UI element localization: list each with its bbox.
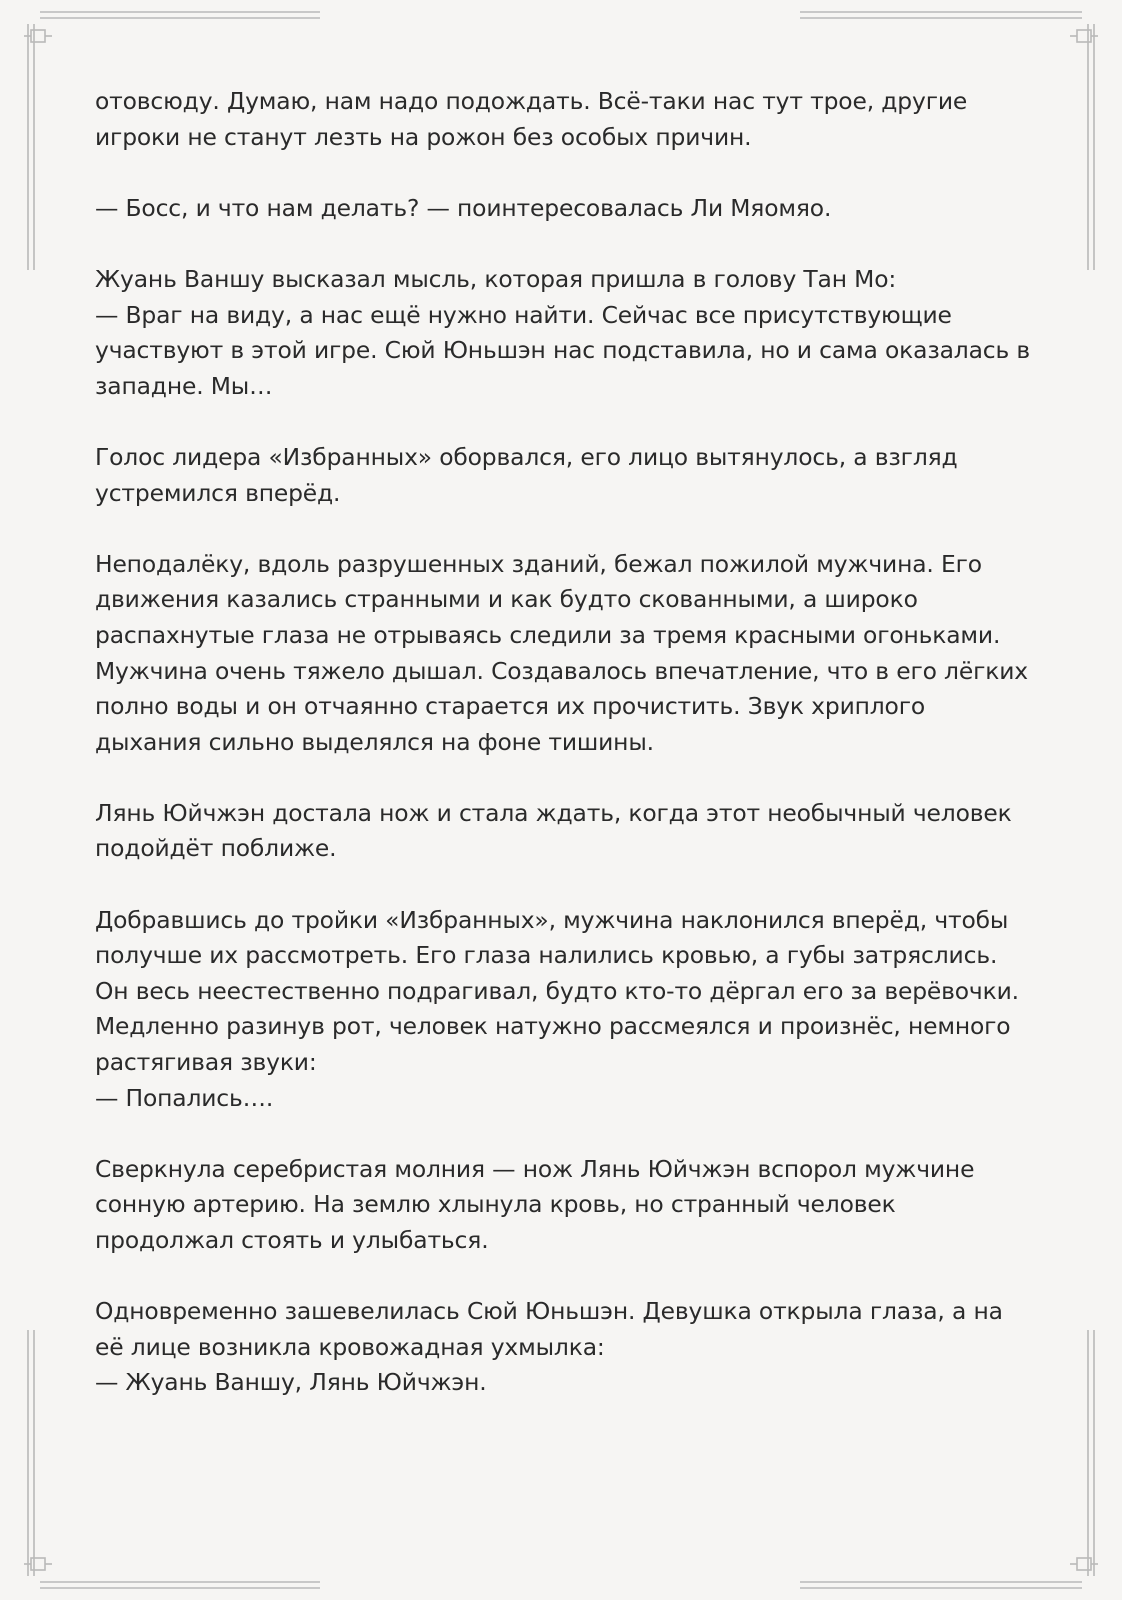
text-line: устремился вперёд. xyxy=(95,478,341,507)
text-line: Добравшись до тройки «Избранных», мужчина наклонился вперёд, чтобы xyxy=(95,905,1009,934)
paragraph xyxy=(95,1294,1035,1401)
text-line: сонную артерию. На землю хлынула кровь, но странный человек xyxy=(95,1190,896,1219)
text-line: Одновременно зашевелилась Сюй Юньшэн. Девушка открыла глаза, а на xyxy=(95,1297,1003,1326)
text-line: Неподалёку, вдоль разрушенных зданий, бежал пожилой мужчина. Его xyxy=(95,549,982,578)
text-line: участвуют в этой игре. Сюй Юньшэн нас подставила, но и сама оказалась в xyxy=(95,336,1031,365)
text-line: — Попались…. xyxy=(95,1083,274,1112)
paragraph xyxy=(95,440,1035,511)
text-line: отовсюду. Думаю, нам надо подождать. Всё-таки нас тут трое, другие xyxy=(95,87,968,115)
text-line: Он весь неестественно подрагивал, будто кто-то дёргал его за верёвочки. xyxy=(95,976,1019,1005)
text-line: получше их рассмотреть. Его глаза налились кровью, а губы затряслись. xyxy=(95,941,998,970)
paragraph xyxy=(95,191,1035,227)
text-line: подойдёт поближе. xyxy=(95,834,337,863)
text-line: Мужчина очень тяжело дышал. Создавалось впечатление, что в его лёгких xyxy=(95,656,1028,685)
text-line: Жуань Ваншу высказал мысль, которая пришла в голову Тан Мо: xyxy=(95,264,897,293)
text-line: — Враг на виду, а нас ещё нужно найти. Сейчас все присутствующие xyxy=(95,300,952,329)
text-line: полно воды и он отчаянно старается их прочистить. Звук хриплого xyxy=(95,692,926,721)
paragraph xyxy=(95,547,1035,761)
page-body-text xyxy=(95,84,1035,1437)
paragraph xyxy=(95,903,1035,1117)
text-line: продолжал стоять и улыбаться. xyxy=(95,1226,489,1254)
text-line: западне. Мы… xyxy=(95,371,273,400)
text-line: дыхания сильно выделялся на фоне тишины. xyxy=(95,727,654,756)
paragraph xyxy=(95,84,1035,155)
text-line: Медленно разинув рот, человек натужно рассмеялся и произнёс, немного xyxy=(95,1012,1011,1041)
text-line: растягивая звуки: xyxy=(95,1048,317,1077)
text-line: Сверкнула серебристая молния — нож Лянь Юйчжэн вспорол мужчине xyxy=(95,1154,975,1183)
text-line: — Босс, и что нам делать? — поинтересовалась Ли Мяомяо. xyxy=(95,193,832,222)
paragraph xyxy=(95,1152,1035,1259)
text-line: Лянь Юйчжэн достала нож и стала ждать, когда этот необычный человек xyxy=(95,798,1012,827)
text-line: распахнутые глаза не отрываясь следили за тремя красными огоньками. xyxy=(95,620,1001,649)
paragraph xyxy=(95,796,1035,867)
text-line: её лице возникла кровожадная ухмылка: xyxy=(95,1332,605,1361)
text-line: игроки не станут лезть на рожон без особых причин. xyxy=(95,122,752,151)
text-line: движения казались странными и как будто скованными, а широко xyxy=(95,585,918,614)
text-line: — Жуань Ваншу, Лянь Юйчжэн. xyxy=(95,1368,487,1397)
paragraph xyxy=(95,262,1035,404)
text-line: Голос лидера «Избранных» оборвался, его лицо вытянулось, а взгляд xyxy=(95,442,958,471)
